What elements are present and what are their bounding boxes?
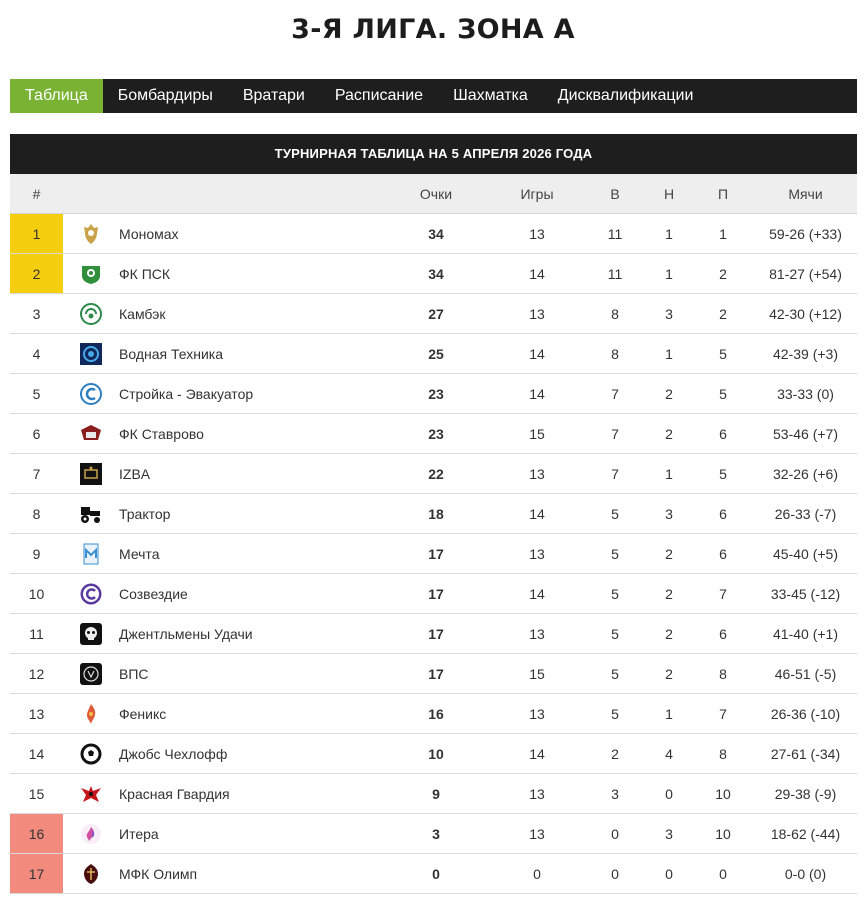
ball-logo-icon xyxy=(63,734,119,773)
row-games: 14 xyxy=(529,265,545,282)
table-row[interactable] xyxy=(10,214,857,254)
row-team-name[interactable]: Стройка - Эвакуатор xyxy=(119,385,254,402)
col-header-draws[interactable]: Н xyxy=(663,185,675,202)
row-draws: 3 xyxy=(665,505,673,522)
row-wins: 7 xyxy=(611,425,619,442)
table-row[interactable] xyxy=(10,294,857,334)
row-goals: 26-36 (-10) xyxy=(770,705,841,722)
row-draws: 3 xyxy=(665,305,673,322)
row-goals: 0-0 (0) xyxy=(784,865,827,882)
row-losses: 5 xyxy=(719,385,727,402)
row-losses: 0 xyxy=(719,865,727,882)
row-points: 23 xyxy=(428,385,444,402)
col-header-pos[interactable]: # xyxy=(32,185,41,202)
row-goals: 33-33 (0) xyxy=(777,385,834,402)
row-points: 0 xyxy=(432,865,440,882)
table-row[interactable] xyxy=(10,614,857,654)
row-position: 6 xyxy=(32,425,41,442)
row-losses: 6 xyxy=(719,505,727,522)
row-position: 14 xyxy=(28,745,45,762)
row-games: 13 xyxy=(529,785,545,802)
row-points: 3 xyxy=(432,825,440,842)
dark-red-crest-logo-icon xyxy=(63,854,119,893)
table-row[interactable] xyxy=(10,374,857,414)
row-points: 23 xyxy=(428,425,444,442)
row-goals: 53-46 (+7) xyxy=(773,425,838,442)
row-draws: 3 xyxy=(665,825,673,842)
row-wins: 5 xyxy=(611,585,619,602)
row-points: 17 xyxy=(428,625,444,642)
red-crest-logo-icon xyxy=(63,414,119,453)
row-games: 13 xyxy=(529,825,545,842)
row-team-name[interactable]: Джобс Чехлофф xyxy=(119,745,228,762)
row-losses: 6 xyxy=(719,545,727,562)
table-caption: ТУРНИРНАЯ ТАБЛИЦА НА 5 АПРЕЛЯ 2026 ГОДА xyxy=(10,134,857,174)
row-losses: 2 xyxy=(719,305,727,322)
row-position: 12 xyxy=(28,665,45,682)
row-games: 14 xyxy=(529,745,545,762)
row-games: 13 xyxy=(529,545,545,562)
row-team-name[interactable]: ВПС xyxy=(119,665,149,682)
row-wins: 0 xyxy=(611,825,619,842)
row-points: 9 xyxy=(432,785,440,802)
tab-table[interactable]: Таблица xyxy=(10,79,103,113)
green-circle-logo-icon xyxy=(63,294,119,333)
table-row[interactable] xyxy=(10,334,857,374)
row-draws: 2 xyxy=(665,585,673,602)
row-losses: 8 xyxy=(719,665,727,682)
phoenix-logo-icon xyxy=(63,694,119,733)
row-position: 4 xyxy=(32,345,41,362)
row-games: 14 xyxy=(529,505,545,522)
row-goals: 29-38 (-9) xyxy=(774,785,837,802)
row-points: 17 xyxy=(428,585,444,602)
table-row[interactable] xyxy=(10,534,857,574)
row-goals: 33-45 (-12) xyxy=(770,585,841,602)
table-row[interactable] xyxy=(10,814,857,854)
row-points: 27 xyxy=(428,305,444,322)
row-position: 11 xyxy=(29,625,44,642)
row-games: 14 xyxy=(529,385,545,402)
table-row[interactable] xyxy=(10,854,857,894)
table-row[interactable] xyxy=(10,454,857,494)
row-wins: 5 xyxy=(611,665,619,682)
row-team-name[interactable]: Итера xyxy=(119,825,159,842)
row-position: 3 xyxy=(32,305,41,322)
row-team-name[interactable]: ФК Ставрово xyxy=(119,425,204,442)
row-team-name[interactable]: Трактор xyxy=(119,505,171,522)
row-team-name[interactable]: Красная Гвардия xyxy=(119,785,230,802)
row-draws: 2 xyxy=(665,425,673,442)
row-losses: 5 xyxy=(719,465,727,482)
table-row[interactable] xyxy=(10,414,857,454)
pink-flame-logo-icon xyxy=(63,814,119,853)
row-position: 1 xyxy=(10,214,63,253)
row-team-name[interactable]: Камбэк xyxy=(119,305,166,322)
row-position: 16 xyxy=(10,814,63,853)
row-wins: 7 xyxy=(611,465,619,482)
table-row[interactable] xyxy=(10,254,857,294)
row-position: 7 xyxy=(32,465,41,482)
tab-chessboard[interactable]: Шахматка xyxy=(453,87,528,104)
row-goals: 18-62 (-44) xyxy=(770,825,841,842)
row-games: 14 xyxy=(529,585,545,602)
row-wins: 8 xyxy=(611,305,619,322)
row-team-name[interactable]: IZBA xyxy=(119,465,151,482)
row-losses: 2 xyxy=(719,265,727,282)
table-row[interactable] xyxy=(10,774,857,814)
row-position: 10 xyxy=(28,585,45,602)
row-draws: 2 xyxy=(665,625,673,642)
row-games: 13 xyxy=(529,465,545,482)
row-position: 13 xyxy=(28,705,45,722)
purple-ring-logo-icon xyxy=(63,574,119,613)
row-wins: 11 xyxy=(607,265,623,282)
skull-logo-icon xyxy=(63,614,119,653)
row-wins: 7 xyxy=(611,385,619,402)
row-position: 8 xyxy=(32,505,41,522)
tab-goalkeepers[interactable]: Вратари xyxy=(242,87,305,104)
row-draws: 1 xyxy=(665,345,673,362)
row-games: 13 xyxy=(529,625,545,642)
row-points: 25 xyxy=(428,345,444,362)
row-wins: 8 xyxy=(611,345,619,362)
green-badge-logo-icon xyxy=(63,254,119,293)
row-team-name[interactable]: ФК ПСК xyxy=(119,265,171,282)
col-header-points[interactable]: Очки xyxy=(419,185,453,202)
tab-scorers[interactable]: Бомбардиры xyxy=(117,87,213,104)
col-header-goals[interactable]: Мячи xyxy=(788,185,823,202)
row-wins: 5 xyxy=(611,625,619,642)
table-row[interactable] xyxy=(10,574,857,614)
row-draws: 2 xyxy=(665,545,673,562)
row-goals: 26-33 (-7) xyxy=(774,505,837,522)
row-position: 5 xyxy=(32,385,41,402)
row-points: 16 xyxy=(428,705,444,722)
col-header-losses[interactable]: П xyxy=(717,185,729,202)
row-team-name[interactable]: МФК Олимп xyxy=(119,865,198,882)
black-circle-logo-icon xyxy=(63,654,119,693)
row-team-name[interactable]: Феникс xyxy=(119,705,167,722)
row-points: 22 xyxy=(428,465,444,482)
row-team-name[interactable]: Водная Техника xyxy=(119,345,223,362)
table-column-headers xyxy=(10,174,857,214)
row-draws: 0 xyxy=(665,865,673,882)
row-goals: 81-27 (+54) xyxy=(769,265,842,282)
row-draws: 1 xyxy=(665,265,673,282)
row-goals: 41-40 (+1) xyxy=(773,625,838,642)
row-losses: 10 xyxy=(715,825,731,842)
row-goals: 27-61 (-34) xyxy=(770,745,841,762)
row-points: 17 xyxy=(428,665,444,682)
row-goals: 46-51 (-5) xyxy=(774,665,837,682)
row-draws: 1 xyxy=(665,705,673,722)
tab-disqualifications[interactable]: Дисквалификации xyxy=(557,87,694,104)
row-team-name[interactable]: Джентльмены Удачи xyxy=(119,625,253,642)
row-wins: 5 xyxy=(611,505,619,522)
tab-bar xyxy=(10,79,857,113)
row-draws: 1 xyxy=(665,225,673,242)
row-points: 17 xyxy=(428,545,444,562)
row-games: 13 xyxy=(529,225,545,242)
row-losses: 10 xyxy=(715,785,731,802)
row-losses: 1 xyxy=(719,225,727,242)
row-losses: 8 xyxy=(719,745,727,762)
row-games: 13 xyxy=(529,705,545,722)
row-points: 18 xyxy=(428,505,444,522)
row-points: 34 xyxy=(428,225,444,242)
table-row[interactable] xyxy=(10,494,857,534)
col-header-games[interactable]: Игры xyxy=(520,185,554,202)
row-wins: 5 xyxy=(611,545,619,562)
row-team-name[interactable]: Мечта xyxy=(119,545,160,562)
row-wins: 5 xyxy=(611,705,619,722)
row-games: 13 xyxy=(529,305,545,322)
row-draws: 4 xyxy=(665,745,673,762)
row-position: 15 xyxy=(28,785,45,802)
page-title: 3-Я ЛИГА. ЗОНА А xyxy=(291,14,575,45)
blue-ring-logo-icon xyxy=(63,374,119,413)
row-draws: 0 xyxy=(665,785,673,802)
row-goals: 32-26 (+6) xyxy=(773,465,838,482)
black-gold-logo-icon xyxy=(63,454,119,493)
tractor-logo-icon xyxy=(63,494,119,533)
row-draws: 1 xyxy=(665,465,673,482)
col-header-wins[interactable]: В xyxy=(610,185,620,202)
row-games: 15 xyxy=(529,425,545,442)
row-losses: 6 xyxy=(719,625,727,642)
row-points: 10 xyxy=(428,745,444,762)
row-wins: 3 xyxy=(611,785,619,802)
crown-shield-logo-icon xyxy=(63,214,119,253)
row-position: 17 xyxy=(10,854,63,893)
blue-square-logo-icon xyxy=(63,334,119,373)
tab-schedule[interactable]: Расписание xyxy=(334,87,424,104)
row-wins: 0 xyxy=(611,865,619,882)
row-games: 14 xyxy=(529,345,545,362)
row-draws: 2 xyxy=(665,665,673,682)
row-points: 34 xyxy=(428,265,444,282)
row-games: 15 xyxy=(529,665,545,682)
row-team-name[interactable]: Созвездие xyxy=(119,585,188,602)
row-losses: 7 xyxy=(719,705,727,722)
row-goals: 45-40 (+5) xyxy=(773,545,838,562)
row-position: 9 xyxy=(32,545,41,562)
row-losses: 6 xyxy=(719,425,727,442)
row-losses: 7 xyxy=(719,585,727,602)
table-row[interactable] xyxy=(10,734,857,774)
row-losses: 5 xyxy=(719,345,727,362)
blue-m-logo-icon xyxy=(63,534,119,573)
row-wins: 2 xyxy=(611,745,619,762)
row-team-name[interactable]: Мономах xyxy=(119,225,179,242)
row-wins: 11 xyxy=(607,225,623,242)
row-games: 0 xyxy=(533,865,541,882)
row-goals: 42-39 (+3) xyxy=(773,345,838,362)
table-row[interactable] xyxy=(10,654,857,694)
table-row[interactable] xyxy=(10,694,857,734)
row-goals: 59-26 (+33) xyxy=(769,225,842,242)
red-wings-logo-icon xyxy=(63,774,119,813)
row-position: 2 xyxy=(10,254,63,293)
row-goals: 42-30 (+12) xyxy=(769,305,842,322)
row-draws: 2 xyxy=(665,385,673,402)
